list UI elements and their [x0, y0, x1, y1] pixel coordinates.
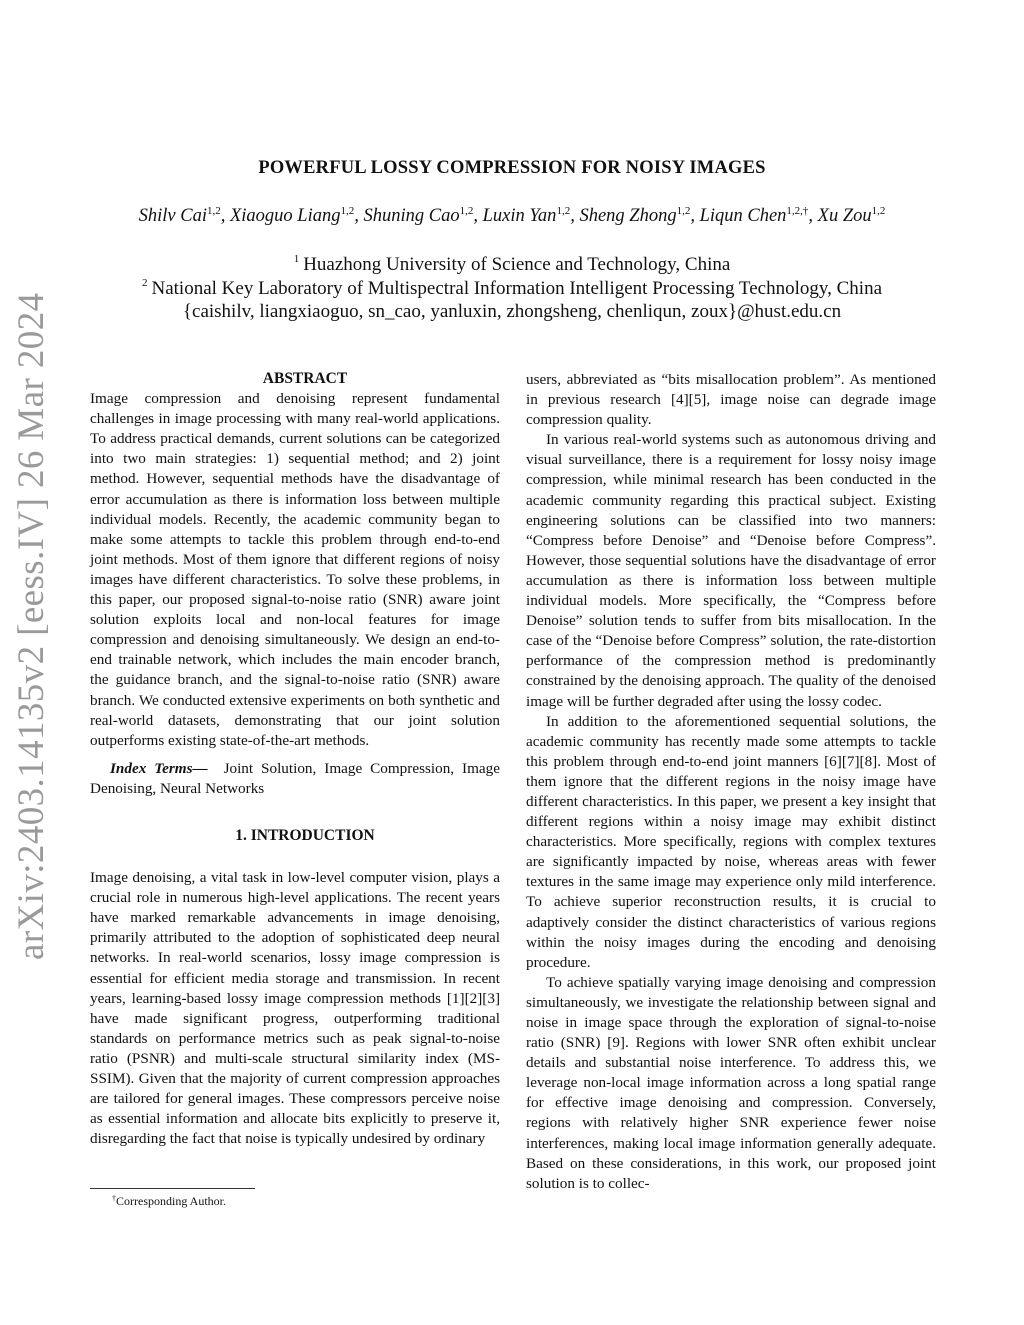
affiliation-1	[0, 254, 1024, 276]
affiliation-number: 1	[293, 253, 300, 265]
affiliation-number: 2	[141, 277, 148, 289]
body-paragraph: In various real-world systems such as autonomous driving and visual surveillance, there is a requirement for lossy noisy image compression, while minimal research has been conducted in the academic community regarding this practical subject. Existing engineering solutions can be classified into two manners: “Compress before Denoise” and “Denoise before Compress”. However, those sequential solutions have the disadvantage of error accumulation as there is information loss between multiple individual models. More specifically, the “Compress before Denoise” solution tends to suffer from bits misallocation. In the case of the “Denoise before Compress” solution, the rate-distortion performance of the compression method is predominantly constrained by the denoising approach. The quality of the denoised image will be further degraded after using the lossy codec.	[526, 431, 936, 710]
index-terms	[90, 759, 500, 799]
left-column	[90, 369, 500, 1149]
footnote-mark: †	[112, 1194, 116, 1203]
abstract-heading: ABSTRACT	[262, 370, 348, 387]
body-paragraph: In addition to the aforementioned sequential solutions, the academic community has recently made some attempts to tackle this problem through end-to-end joint manners [6][7][8]. Most of them ignore that the different regions in the noisy image have different characteristics. In this paper, we present a key insight that different regions within a noisy image may exhibit distinct characteristics. More specifically, regions with complex textures are significantly impacted by noise, whereas areas with fewer textures in the same image may experience only mild interference. To achieve superior reconstruction results, it is crucial to adaptively consider the distinct characteristics of various regions within the noisy images during the encoding and denoising procedure.	[526, 712, 936, 971]
body-paragraph: users, abbreviated as “bits misallocation problem”. As mentioned in previous research [4][5], image noise can degrade image compression quality.	[526, 371, 936, 429]
author-affil-sup: 1,2	[206, 205, 221, 217]
footnote-text: Corresponding Author.	[116, 1194, 226, 1208]
affiliation-2	[0, 278, 1024, 300]
author-affil-sup: 1,2	[871, 205, 886, 217]
introduction-paragraph: Image denoising, a vital task in low-level computer vision, plays a crucial role in numerous high-level applications. The recent years have marked remarkable advancements in image denoising, primarily attributed to the adoption of sophisticated deep neural networks. In real-world scenarios, lossy image compression is essential for efficient media storage and transmission. In recent years, learning-based lossy image compression methods [1][2][3] have made significant progress, outperforming traditional standards on performance metrics such as peak signal-to-noise ratio (PSNR) and multi-scale structural similarity index (MS-SSIM). Given that the majority of current compression approaches are tailored for general images. These compressors perceive noise as essential information and allocate bits explicitly to preserve it, disregarding the fact that noise is typically undesired by ordinary	[90, 869, 500, 1148]
index-terms-label: Index Terms—	[110, 759, 208, 777]
author-name: Xu Zou	[817, 206, 872, 226]
author-affil-sup: 1,2	[340, 205, 355, 217]
author-affil-sup: 1,2	[556, 205, 571, 217]
author-affil-sup: 1,2,†	[786, 205, 809, 217]
author-affil-sup: 1,2	[459, 205, 474, 217]
author-name: Shilv Cai	[138, 206, 207, 226]
author-name: Xiaoguo Liang	[229, 206, 341, 226]
introduction-heading: 1. INTRODUCTION	[235, 826, 375, 844]
affiliation-text: Huazhong University of Science and Technology, China	[303, 254, 731, 275]
paper-title: POWERFUL LOSSY COMPRESSION FOR NOISY IMAGES	[258, 158, 766, 178]
abstract-text: Image compression and denoising represent fundamental challenges in image processing with many real-world applications. To address practical demands, current solutions can be categorized into two main strategies: 1) sequential method; and 2) joint method. However, sequential methods have the disadvantage of error accumulation as there is information loss between multiple individual models. Recently, the academic community began to make some attempts to tackle this problem through end-to-end joint methods. Most of them ignore that different regions of noisy images have different characteristics. To solve these problems, in this paper, our proposed signal-to-noise ratio (SNR) aware joint solution exploits local and non-local features for image compression and denoising simultaneously. We design an end-to-end trainable network, which includes the main encoder branch, the guidance branch, and the signal-to-noise ratio (SNR) aware branch. We conducted extensive experiments on both synthetic and real-world datasets, demonstrating that our joint solution outperforms existing state-of-the-art methods.	[90, 390, 500, 749]
index-terms-text: Joint Solution, Image Compression, Image Denoising, Neural Networks	[90, 759, 500, 797]
body-paragraph: To achieve spatially varying image denoising and compression simultaneously, we investigate the relationship between signal and noise in image space through the exploration of signal-to-noise ratio (SNR) [9]. Regions with lower SNR often exhibit unclear details and substantial noise interference. To address this, we leverage non-local image information across a long spatial range for effective image denoising and compression. Conversely, regions with relatively higher SNR experience fewer noise interferences, making local image information generally adequate. Based on these considerations, in this work, our proposed joint solution is to collec-	[526, 973, 936, 1192]
author-name: Shuning Cao	[363, 206, 460, 226]
author-name: Sheng Zhong	[579, 206, 677, 226]
footnote	[112, 1194, 226, 1209]
author-affil-sup: 1,2	[676, 205, 691, 217]
author-name: Liqun Chen	[699, 206, 787, 226]
arxiv-identifier: arXiv:2403.14135v2 [eess.IV] 26 Mar 2024	[11, 292, 52, 960]
author-name: Luxin Yan	[482, 206, 557, 226]
author-emails: {caishilv, liangxiaoguo, sn_cao, yanluxin, zhongsheng, chenliqun, zoux}@hust.edu.cn	[182, 301, 842, 322]
right-column	[526, 370, 936, 1194]
footnote-divider	[90, 1188, 255, 1189]
author-list: Shilv Cai$^{1,2}$, Xiaoguo Liang$^{1,2}$, Shuning Cao$^{1,2}$, Luxin Yan$^{1,2}$, Sheng Zhong$^{1,2}$, Liqun Chen$^{1,2,\dagger}$, Xu Zou$^{1,2}$	[138, 205, 886, 226]
affiliation-text: National Key Laboratory of Multispectral Information Intelligent Processing Technology, China	[151, 278, 883, 299]
